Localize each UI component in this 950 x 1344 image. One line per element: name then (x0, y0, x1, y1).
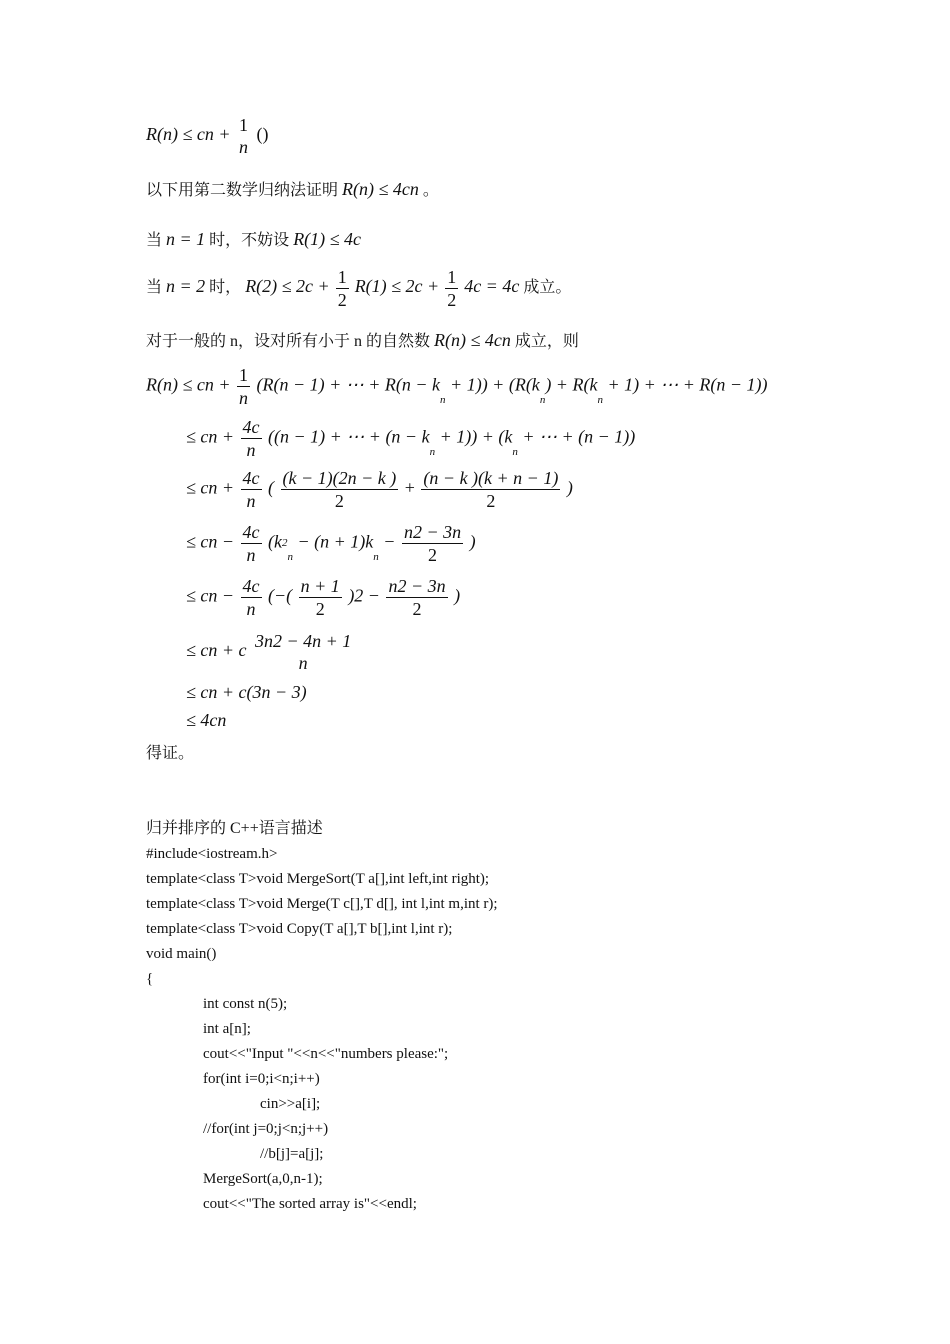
fraction (241, 467, 262, 512)
section-title: 归并排序的 C++语言描述 (146, 820, 323, 837)
formula-text: ≤ cn + c (186, 640, 247, 661)
inline-math: 4c = 4c (464, 276, 520, 297)
chinese-text: 成立。 (523, 279, 572, 297)
formula-text: + 1)) + (k (435, 426, 513, 447)
subscript: n (287, 550, 293, 563)
formula-text: (R(n − 1) + ⋯ + R(n − k (256, 374, 441, 395)
text-line-4 (146, 266, 571, 311)
formula-text: (−( (268, 585, 293, 606)
text-line-3 (146, 227, 361, 250)
superscript: 2 (282, 536, 288, 549)
fraction-denominator: 2 (337, 290, 347, 310)
formula-text: − (378, 531, 396, 552)
inline-math: n = 2 (166, 276, 206, 297)
subscript: n (429, 445, 436, 458)
fraction (237, 114, 250, 158)
fraction (402, 521, 463, 566)
inline-math: R(1) ≤ 4c (293, 229, 362, 249)
fraction (253, 630, 353, 674)
code-line: //for(int j=0;j<n;j++) (203, 1121, 329, 1137)
fraction (241, 521, 262, 566)
proof-end: 得证。 (146, 745, 195, 762)
equation-7 (186, 682, 307, 703)
formula-text: + (404, 477, 415, 498)
formula-text: ≤ cn − (186, 531, 235, 552)
fraction-numerator: n + 1 (300, 576, 340, 596)
formula-text: R(n) ≤ cn + (146, 374, 231, 395)
fraction (386, 575, 447, 620)
inline-math: R(1) ≤ 2c + (354, 276, 440, 297)
code-line: for(int i=0;i<n;i++) (203, 1071, 320, 1087)
code-line: { (146, 971, 154, 987)
subscript: n (440, 393, 446, 406)
equation-4 (186, 521, 476, 566)
formula-text: ≤ cn + (186, 426, 235, 447)
chinese-text: 对于一般的 n，设对所有小于 n 的自然数 (146, 333, 431, 350)
fraction-denominator: 2 (428, 545, 438, 565)
chinese-text: 时， (209, 279, 242, 297)
chinese-text: 以下用第二数学归纳法证明 (146, 182, 339, 199)
formula-line-1 (146, 114, 269, 158)
inline-math: R(n) ≤ 4cn (434, 330, 511, 350)
code-line: template<class T>void MergeSort(T a[],int left,int right); (146, 871, 490, 887)
formula-text: + 1)) + (R(k (445, 374, 540, 395)
subscript: n (512, 445, 518, 458)
code-line: cout<<"The sorted array is"<<endl; (203, 1196, 417, 1212)
punctuation: 。 (422, 182, 439, 199)
formula-text: ( (268, 477, 275, 498)
fraction (445, 266, 458, 311)
code-line: //b[j]=a[j]; (260, 1146, 324, 1162)
fraction (421, 467, 560, 512)
code-line: int a[n]; (203, 1021, 251, 1037)
fraction-numerator: (k − 1)(2n − k ) (282, 468, 397, 488)
fraction-numerator: 4c (242, 576, 260, 596)
fraction-denominator: 2 (447, 290, 457, 310)
formula-text: ≤ 4cn (186, 710, 227, 730)
code-line: MergeSort(a,0,n-1); (203, 1171, 323, 1187)
equation-1 (146, 364, 768, 409)
formula-text: ≤ cn − (186, 585, 235, 606)
fraction (241, 575, 262, 620)
chinese-text: 时，不妨设 (209, 232, 290, 249)
code-line: cout<<"Input "<<n<<"numbers please:"; (203, 1046, 449, 1062)
inline-math: R(n) ≤ 4cn (342, 179, 419, 199)
code-line: void main() (146, 946, 217, 962)
fraction-numerator: n2 − 3n (403, 522, 462, 542)
formula-text: ≤ cn + c(3n − 3) (186, 682, 307, 702)
fraction-denominator: 2 (412, 599, 422, 619)
fraction-numerator: 4c (242, 417, 260, 437)
fraction-numerator: (n − k )(k + n − 1) (423, 468, 559, 488)
code-line: template<class T>void Copy(T a[],T b[],int l,int r); (146, 921, 453, 937)
equation-6 (186, 630, 355, 674)
equation-8 (186, 710, 226, 731)
equation-5 (186, 575, 460, 620)
fraction-numerator: 4c (242, 522, 260, 542)
inline-math: R(2) ≤ 2c + (245, 276, 330, 297)
formula-text: ) (454, 585, 461, 606)
fraction-denominator: n (239, 388, 248, 408)
chinese-text: 当 (146, 279, 163, 297)
code-line: template<class T>void Merge(T c[],T d[], int l,int m,int r); (146, 896, 498, 912)
inline-math: n = 1 (166, 229, 206, 249)
text-line-5 (146, 328, 579, 351)
code-line: int const n(5); (203, 996, 288, 1012)
fraction-numerator: 1 (337, 267, 347, 287)
fraction (241, 416, 262, 461)
formula-text: ) (566, 477, 573, 498)
code-block (146, 842, 498, 1217)
fraction-numerator: 1 (447, 267, 457, 287)
subscript: n (373, 550, 379, 563)
equation-2 (186, 416, 635, 461)
fraction (299, 575, 342, 620)
formula-text: R(n) ≤ cn + (146, 124, 231, 145)
code-line: #include<iostream.h> (146, 846, 278, 862)
chinese-text: 当 (146, 232, 163, 249)
fraction-denominator: n (246, 545, 256, 565)
fraction-denominator: n (246, 440, 256, 460)
formula-text: () (256, 124, 269, 145)
formula-text: ) (469, 531, 476, 552)
fraction (281, 467, 399, 512)
formula-text: − (n + 1)k (293, 531, 374, 552)
fraction-denominator: n (246, 491, 256, 511)
formula-text: (k (268, 531, 282, 552)
formula-text: + 1) + ⋯ + R(n − 1)) (602, 374, 768, 395)
subscript: n (539, 393, 546, 406)
fraction-denominator: n (246, 599, 256, 619)
chinese-text: 成立，则 (514, 333, 579, 350)
fraction-denominator: 2 (486, 491, 496, 511)
fraction-numerator: 3n2 − 4n + 1 (255, 631, 352, 651)
text-line-2 (146, 177, 439, 200)
formula-text: + ⋯ + (n − 1)) (517, 426, 636, 447)
fraction-numerator: 1 (239, 115, 248, 135)
equation-3 (186, 467, 573, 512)
fraction (336, 266, 349, 311)
fraction-numerator: 1 (239, 365, 248, 385)
fraction-denominator: n (298, 653, 308, 673)
subscript: n (597, 393, 603, 406)
formula-text: ≤ cn + (186, 477, 235, 498)
fraction-numerator: n2 − 3n (388, 576, 446, 596)
fraction (237, 364, 250, 409)
code-line: cin>>a[i]; (260, 1096, 321, 1112)
fraction-denominator: 2 (315, 599, 325, 619)
fraction-denominator: n (239, 137, 248, 157)
formula-text: )2 − (348, 585, 380, 606)
formula-text: ((n − 1) + ⋯ + (n − k (268, 426, 430, 447)
formula-text: ) + R(k (545, 374, 598, 395)
fraction-numerator: 4c (242, 468, 260, 488)
fraction-denominator: 2 (334, 491, 344, 511)
